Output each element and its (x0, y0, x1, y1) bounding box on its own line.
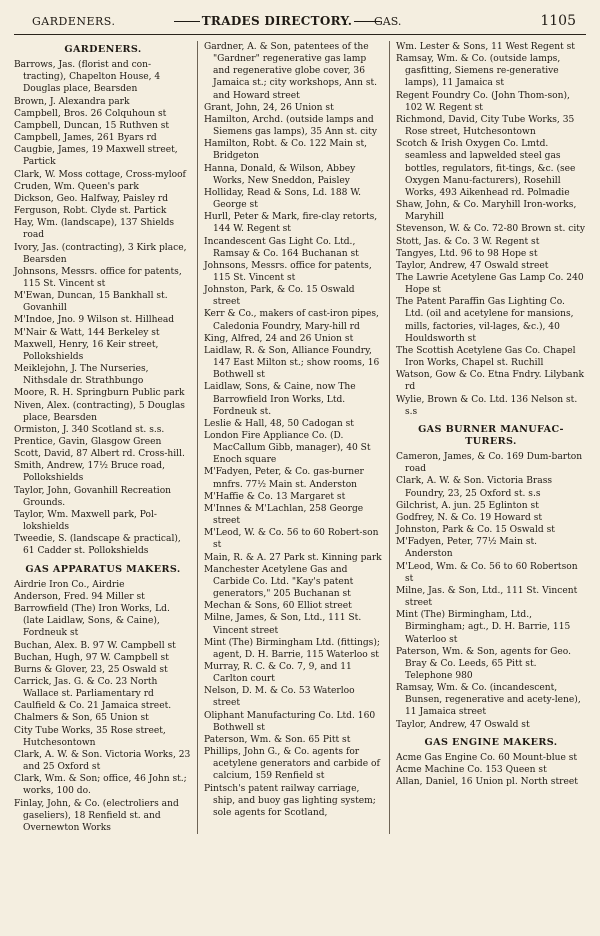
header-right-keyword: GAS. (374, 15, 402, 28)
directory-entry: Mint (The) Birmingham, Ltd., Birmingham; agt., D. H. Barrie, 115 Waterloo st (396, 610, 571, 645)
directory-entry: Regent Foundry Co. (John Thom-son), 102 W. Regent st (396, 90, 570, 113)
directory-entry: Kerr & Co., makers of cast-iron pipes, Caledonia Foundry, Mary-hill rd (204, 309, 379, 332)
directory-entry: Manchester Acetylene Gas and Carbide Co. Ltd. "Kay's patent generators," 205 Buchanan st (204, 564, 354, 600)
section-heading: GAS APPARATUS MAKERS. (25, 563, 181, 575)
directory-entry: Smith, Andrew, 17½ Bruce road, Pollokshields (14, 461, 165, 484)
directory-entry: Cruden, Wm. Queen's park (14, 181, 139, 192)
directory-entry: Moore, R. H. Springburn Public park (14, 388, 185, 399)
directory-entry: Laidlaw, Sons, & Caine, now The Barrowfield Iron Works, Ltd. Fordneuk st. (204, 382, 356, 417)
directory-entry: Hamilton, Robt. & Co. 122 Main st, Bridgeton (204, 139, 368, 162)
column-1 (14, 41, 198, 834)
directory-entry: Ivory, Jas. (contracting), 3 Kirk place, Bearsden (14, 242, 187, 265)
directory-entry: Gilchrist, A. jun. 25 Eglinton st (396, 500, 539, 511)
directory-entry: Clark, Wm. & Son; office, 46 John st.; works, 100 do. (14, 774, 187, 797)
directory-entry: Maxwell, Henry, 16 Keir street, Pollokshields (14, 339, 159, 362)
directory-entry: Carrick, Jas. G. & Co. 23 North Wallace st. Parliamentary rd (14, 676, 158, 700)
directory-entry: Johnston, Park & Co. 15 Oswald st (396, 525, 555, 536)
directory-entry: Pintsch's patent railway carriage, ship, and buoy gas lighting system; sole agents for Scotland, (204, 783, 376, 818)
directory-entry: Clark, W. Moss cottage, Cross-myloof (14, 169, 186, 180)
directory-entry: Grant, John, 24, 26 Union st (204, 102, 334, 113)
directory-entry: Dickson, Geo. Halfway, Paisley rd (14, 193, 169, 204)
directory-entry: M'Haffie & Co. 13 Margaret st (204, 491, 346, 502)
directory-entry: Taylor, Andrew, 47 Oswald st (396, 719, 530, 730)
directory-entry: Chalmers & Son, 65 Union st (14, 713, 149, 724)
directory-entry: Brown, J. Alexandra park (14, 96, 130, 107)
directory-entry: Hanna, Donald, & Wilson, Abbey Works, New Sneddon, Paisley (204, 163, 356, 186)
directory-entry: London Fire Appliance Co. (D. MacCallum Gibb, manager), 40 St Enoch square (204, 431, 371, 466)
directory-entry: Tweedie, S. (landscape & practical), 61 Cadder st. Pollokshields (14, 534, 181, 557)
section-heading: GAS BURNER MANUFAC-TURERS. (418, 423, 564, 447)
directory-entry: Taylor, Andrew, 47 Oswald street (396, 260, 549, 271)
section-heading: GAS ENGINE MAKERS. (424, 736, 558, 748)
directory-entry: M'Leod, W. & Co. 56 to 60 Robert-son st (204, 528, 379, 551)
page-number: 1105 (540, 13, 576, 29)
directory-entry: Caugbie, James, 19 Maxwell street, Partick (14, 145, 178, 168)
directory-entry: Campbell, James, 261 Byars rd (14, 133, 157, 144)
directory-entry: M'Leod, Wm. & Co. 56 to 60 Robertson st (396, 561, 578, 584)
directory-entry: Burns & Glover, 23, 25 Oswald st (14, 664, 168, 675)
directory-entry: Nelson, D. M. & Co. 53 Waterloo street (204, 686, 355, 709)
directory-entry: Godfrey, N. & Co. 19 Howard st (396, 512, 543, 523)
directory-entry: The Patent Paraffin Gas Lighting Co. Ltd. (oil and acetylene for mansions, mills, factories, vil-lages, &c.), 40 Houldsworth st (396, 297, 574, 344)
directory-entry: Acme Machine Co. 153 Queen st (396, 765, 547, 776)
directory-entry: Oliphant Manufacturing Co. Ltd. 160 Bothwell st (204, 710, 376, 733)
directory-entry: Barrowfield (The) Iron Works, Ld. (late Laidlaw, Sons, & Caine), Fordneuk st (14, 604, 170, 639)
directory-entry: Laidlaw, R. & Son, Alliance Foundry, 147 East Milton st.; show rooms, 16 Bothwell st (204, 345, 380, 381)
directory-entry: Watson, Gow & Co. Etna Fndry. Lilybank rd (396, 370, 584, 393)
directory-entry: Caulfield & Co. 21 Jamaica street. (14, 701, 172, 712)
directory-entry: Murray, R. C. & Co. 7, 9, and 11 Carlton court (204, 661, 352, 685)
directory-entry: Barrows, Jas. (florist and con-tracting), Chapelton House, 4 Douglas place, Bearsden (14, 60, 161, 95)
directory-entry: M'Indoe, Jno. 9 Wilson st. Hillhead (14, 315, 175, 326)
directory-entry: Buchan, Alex. B. 97 W. Campbell st (14, 640, 176, 651)
header-left-keyword: GARDENERS. (32, 15, 116, 28)
directory-entry: Anderson, Fred. 94 Miller st (14, 591, 145, 602)
directory-entry: Meiklejohn, J. The Nurseries, Nithsdale dr. Strathbungo (14, 364, 149, 387)
directory-entry: Clark, A. W. & Son. Victoria Brass Foundry, 23, 25 Oxford st. s.s (396, 476, 553, 499)
directory-entry: Prentice, Gavin, Glasgow Green (14, 437, 162, 447)
directory-entry: Richmond, David, City Tube Works, 35 Rose street, Hutchesontown (396, 114, 575, 138)
directory-entry: Hurll, Peter & Mark, fire-clay retorts, 144 W. Regent st (204, 212, 378, 235)
directory-entry: Main, R. & A. 27 Park st. Kinning park (204, 552, 382, 563)
directory-entry: Johnsons, Messrs. office for patents, 115 St. Vincent st (204, 260, 372, 283)
directory-entry: Ormiston, J. 340 Scotland st. s.s. (14, 424, 165, 435)
column-3 (390, 41, 586, 834)
directory-entry: Stevenson, W. & Co. 72-80 Brown st. city (396, 224, 586, 235)
directory-entry: Paterson, Wm. & Son. 65 Pitt st (204, 734, 351, 745)
directory-entry: Scott, David, 87 Albert rd. Cross-hill. (14, 449, 185, 460)
directory-entry: The Lawrie Acetylene Gas Lamp Co. 240 Hope st (396, 272, 584, 296)
directory-entry: Ferguson, Robt. Clyde st. Partick (14, 206, 167, 217)
directory-entry: Mint (The) Birmingham Ltd. (fittings); agent, D. H. Barrie, 115 Waterloo st (204, 637, 380, 660)
running-header (14, 12, 586, 35)
columns (14, 41, 586, 834)
directory-entry: Leslie & Hall, 48, 50 Cadogan st (204, 418, 354, 429)
directory-entry: Buchan, Hugh, 97 W. Campbell st (14, 652, 169, 663)
directory-entry: Ramsay, Wm. & Co. (outside lamps, gasfitting, Siemens re-generative lamps), 11 Jamaica st (396, 54, 561, 89)
directory-entry: Milne, Jas. & Son, Ltd., 111 St. Vincent street (396, 585, 578, 609)
directory-entry: M'Ewan, Duncan, 15 Bankhall st. Govanhill (14, 291, 168, 314)
directory-entry: Mechan & Sons, 60 Elliot street (204, 601, 352, 612)
directory-entry: City Tube Works, 35 Rose street, Hutchesontown (14, 725, 166, 748)
directory-entry: Shaw, John, & Co. Maryhill Iron-works, Maryhill (396, 200, 577, 223)
directory-entry: Scotch & Irish Oxygen Co. Lmtd. seamless and lapwelded steel gas bottles, regulators, fit-tings, &c. (see Oxygen Manu-facturers), Rosehill Works, 493 Aikenhead rd. Polmadie (396, 139, 576, 198)
directory-entry: Allan, Daniel, 16 Union pl. North street (396, 777, 578, 788)
directory-entry: Tangyes, Ltd. 96 to 98 Hope st (396, 248, 538, 259)
directory-entry: Wm. Lester & Sons, 11 West Regent st (396, 42, 575, 52)
directory-entry: M'Innes & M'Lachlan, 258 George street (204, 503, 364, 527)
directory-entry: Incandescent Gas Light Co. Ltd., Ramsay & Co. 164 Buchanan st (204, 236, 359, 259)
directory-entry: Johnsons, Messrs. office for patents, 115 St. Vincent st (14, 266, 182, 289)
directory-entry: Campbell, Bros. 26 Colquhoun st (14, 108, 167, 119)
header-title-text: TRADES DIRECTORY. (201, 14, 353, 28)
directory-entry: Ramsay, Wm. & Co. (incandescent, Bunsen, regenerative and acety-lene), 11 Jamaica street (396, 683, 581, 718)
directory-entry: Cameron, James, & Co. 169 Dum-barton road (396, 452, 583, 475)
directory-entry: Finlay, John, & Co. (electroliers and gaseliers), 18 Renfield st. and Overnewton Works (14, 798, 179, 833)
directory-entry: Hamilton, Archd. (outside lamps and Siemens gas lamps), 35 Ann st. city (204, 114, 378, 138)
directory-entry: Gardner, A. & Son, patentees of the "Gardner" regenerative gas lamp and regenerative globe cover, 36 Jamaica st.; city workshops, Ann st. and Howard street (204, 42, 378, 101)
directory-entry: Acme Gas Engine Co. 60 Mount-blue st (396, 752, 578, 763)
directory-entry: Milne, James, & Son, Ltd., 111 St. Vincent street (204, 613, 362, 636)
directory-entry: Taylor, Wm. Maxwell park, Pol-lokshields (14, 509, 158, 533)
directory-entry: Paterson, Wm. & Son, agents for Geo. Bray & Co. Leeds, 65 Pitt st. Telephone 980 (396, 646, 571, 681)
directory-entry: Campbell, Duncan, 15 Ruthven st (14, 120, 170, 131)
directory-entry: Hay, Wm. (landscape), 137 Shields road (14, 218, 175, 241)
directory-entry: The Scottish Acetylene Gas Co. Chapel Iron Works, Chapel st. Ruchill (396, 345, 576, 369)
directory-entry: Holliday, Read & Sons, Ld. 188 W. George st (204, 187, 361, 211)
column-2 (198, 41, 390, 834)
rule-dash (174, 21, 200, 22)
directory-entry: Clark, A. W. & Son. Victoria Works, 23 and 25 Oxford st (14, 749, 191, 773)
directory-entry: Taylor, John, Govanhill Recreation Grounds. (14, 485, 172, 508)
directory-entry: M'Fadyen, Peter, & Co. gas-burner mnfrs. 77½ Main st. Anderston (204, 467, 364, 490)
directory-entry: M'Nair & Watt, 144 Berkeley st (14, 327, 160, 338)
section-heading: GARDENERS. (64, 44, 142, 55)
directory-entry: Johnston, Park, & Co. 15 Oswald street (204, 285, 355, 308)
directory-entry: Stott, Jas. & Co. 3 W. Regent st (396, 236, 540, 247)
directory-entry: M'Fadyen, Peter, 77½ Main st. Anderston (396, 537, 538, 560)
directory-entry: Niven, Alex. (contracting), 5 Douglas place, Bearsden (14, 400, 185, 423)
directory-entry: Phillips, John G., & Co. agents for acetylene generators and carbide of calcium, 159 Renfield st (204, 747, 380, 782)
directory-entry: Airdrie Iron Co., Airdrie (14, 579, 125, 590)
directory-entry: Wylie, Brown & Co. Ltd. 136 Nelson st. s.s (396, 394, 578, 417)
directory-entry: King, Alfred, 24 and 26 Union st (204, 333, 354, 344)
